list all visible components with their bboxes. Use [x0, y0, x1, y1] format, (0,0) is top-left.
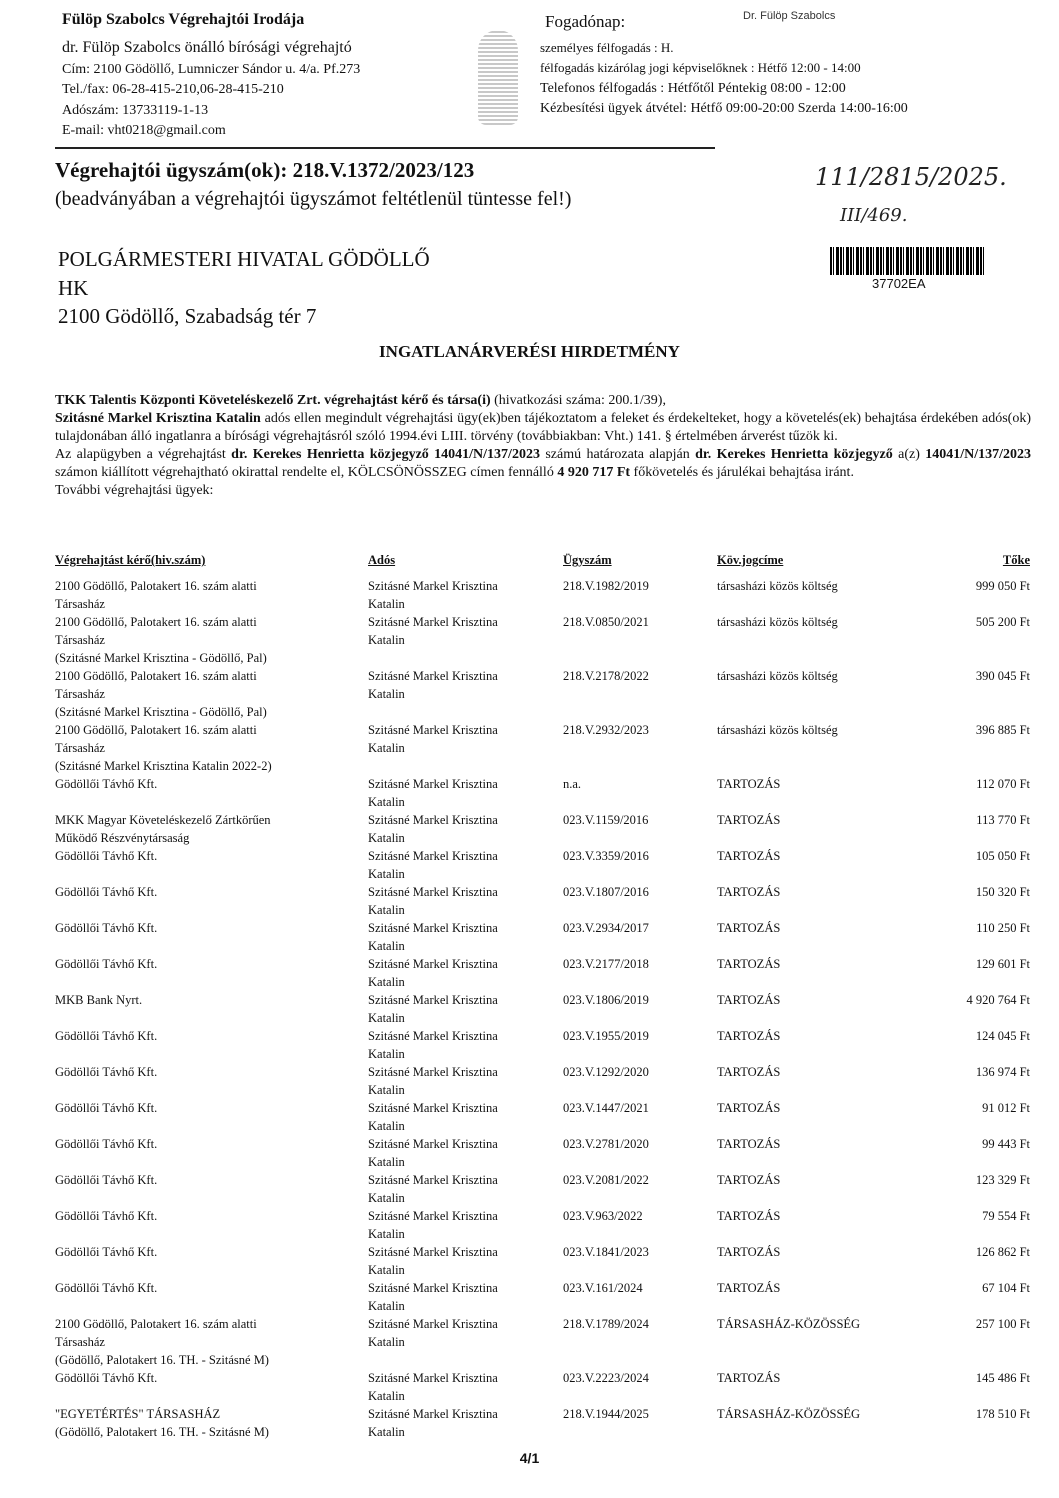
- cell-case-number: 023.V.2223/2024: [563, 1371, 649, 1385]
- paragraph-debtor: Szitásné Markel Krisztina Katalin adós ellen megindult végrehajtási ügy(ek)ben tájékoztatom a feleket és érdekelteket, hogy a követelés(ek) behajtása érdekében adós(ok) tulajdonában álló ingatlanra a bírósági végrehajtásról szóló 1994.évi LIII. törvény (továbbiakban: Vht.) 141. § értelmében árverést tűzök ki.: [55, 411, 1031, 444]
- table-row: [55, 1405, 1030, 1441]
- signature-stamp: Dr. Fülöp Szabolcs: [743, 10, 836, 22]
- cell-claim-title: TÁRSASHÁZ-KÖZÖSSÉG: [717, 1407, 861, 1421]
- barcode-icon: [830, 247, 985, 275]
- case-number: Végrehajtói ügyszám(ok): 218.V.1372/2023/123: [55, 158, 475, 182]
- recipient-address: 2100 Gödöllő, Szabadság tér 7: [58, 304, 317, 328]
- table-body: [55, 577, 1030, 1441]
- debtor-line: Szitásné Markel Krisztina: [368, 1101, 498, 1115]
- office-tax-number: Adószám: 13733119-1-13: [62, 103, 209, 118]
- creditor-line: Működő Részvénytársaság: [55, 831, 190, 845]
- debtor-line: Szitásné Markel Krisztina: [368, 777, 498, 791]
- cell-case-number: 023.V.963/2022: [563, 1209, 643, 1223]
- table-row: [55, 577, 1030, 613]
- office-hours-delivery: Kézbesítési ügyek átvétel: Hétfő 09:00-20:00 Szerda 14:00-16:00: [540, 101, 908, 116]
- cell-debtor: [368, 883, 563, 919]
- cell-claim-title: TARTOZÁS: [717, 1245, 781, 1259]
- debtor-line: Katalin: [368, 867, 405, 881]
- table-row: [55, 1063, 1030, 1099]
- creditor-line: Társasház: [55, 741, 105, 755]
- debtor-line: Katalin: [368, 831, 405, 845]
- cell-debtor: [368, 1063, 563, 1099]
- cell-claim-title: társasházi közös költség: [717, 723, 838, 737]
- table-row: [55, 1099, 1030, 1135]
- office-hours-title: Fogadónap:: [545, 12, 626, 31]
- cell-principal: 4 920 764 Ft: [966, 993, 1030, 1007]
- cell-principal: 145 486 Ft: [975, 1371, 1030, 1385]
- cell-claim-title: TÁRSASHÁZ-KÖZÖSSÉG: [717, 1317, 861, 1331]
- cell-creditor: [55, 811, 368, 847]
- bailiff-name: dr. Fülöp Szabolcs önálló bírósági végrehajtó: [62, 39, 352, 56]
- table-row: [55, 1279, 1030, 1315]
- cell-claim-title: társasházi közös költség: [717, 579, 838, 593]
- cell-claim-title: TARTOZÁS: [717, 1209, 781, 1223]
- cell-principal: 113 770 Ft: [976, 813, 1030, 827]
- debtor-line: Katalin: [368, 1227, 405, 1241]
- page-number: 4/1: [519, 1450, 540, 1466]
- office-hours-personal: személyes félfogadás : H.: [540, 40, 674, 55]
- cell-case-number: 023.V.1841/2023: [563, 1245, 649, 1259]
- header-divider: [55, 147, 715, 149]
- cell-claim-title: TARTOZÁS: [717, 1029, 781, 1043]
- debtor-line: Katalin: [368, 795, 405, 809]
- creditor-line: Gödöllői Távhő Kft.: [55, 1065, 158, 1079]
- cell-case-number: 023.V.1806/2019: [563, 993, 649, 1007]
- cell-claim-title: TARTOZÁS: [717, 849, 781, 863]
- cell-claim-title: TARTOZÁS: [717, 1065, 781, 1079]
- cell-creditor: [55, 883, 368, 919]
- debtor-line: Katalin: [368, 1425, 405, 1439]
- cell-principal: 178 510 Ft: [975, 1407, 1030, 1421]
- cell-creditor: [55, 1171, 368, 1207]
- creditor-line: Gödöllői Távhő Kft.: [55, 1101, 158, 1115]
- cell-case-number: 023.V.1447/2021: [563, 1101, 649, 1115]
- debtor-line: Szitásné Markel Krisztina: [368, 1173, 498, 1187]
- table-header: [55, 553, 1030, 577]
- creditor-line: Gödöllői Távhő Kft.: [55, 1245, 158, 1259]
- debtor-line: Szitásné Markel Krisztina: [368, 723, 498, 737]
- debtor-line: Katalin: [368, 1047, 405, 1061]
- debtor-line: Katalin: [368, 975, 405, 989]
- table-row: [55, 1243, 1030, 1279]
- debtor-line: Katalin: [368, 1191, 405, 1205]
- cell-principal: 129 601 Ft: [975, 957, 1030, 971]
- creditor-line: Gödöllői Távhő Kft.: [55, 849, 158, 863]
- cell-principal: 999 050 Ft: [975, 579, 1030, 593]
- creditor-line: Társasház: [55, 633, 105, 647]
- creditor-line: Gödöllői Távhő Kft.: [55, 1173, 158, 1187]
- debtor-line: Katalin: [368, 687, 405, 701]
- cell-creditor: [55, 721, 368, 775]
- debtor-line: Szitásné Markel Krisztina: [368, 1029, 498, 1043]
- cell-creditor: [55, 613, 368, 667]
- creditor-line: 2100 Gödöllő, Palotakert 16. szám alatti: [55, 1317, 257, 1331]
- cell-debtor: [368, 919, 563, 955]
- cell-case-number: 218.V.1789/2024: [563, 1317, 649, 1331]
- creditor-line: 2100 Gödöllő, Palotakert 16. szám alatti: [55, 669, 257, 683]
- cell-case-number: 218.V.2932/2023: [563, 723, 649, 737]
- creditor-line: (Gödöllő, Palotakert 16. TH. - Szitásné M): [55, 1425, 269, 1439]
- cell-claim-title: TARTOZÁS: [717, 1101, 781, 1115]
- cell-claim-title: társasházi közös költség: [717, 669, 838, 683]
- creditor-line: 2100 Gödöllő, Palotakert 16. szám alatti: [55, 615, 257, 629]
- creditor-line: MKB Bank Nyrt.: [55, 993, 143, 1007]
- cell-principal: 91 012 Ft: [982, 1101, 1030, 1115]
- cell-creditor: [55, 1279, 368, 1315]
- table-row: [55, 613, 1030, 667]
- cell-claim-title: TARTOZÁS: [717, 885, 781, 899]
- paragraph-creditor: TKK Talentis Központi Követeléskezelő Zrt. végrehajtást kérő és társa(i) (hivatkozási száma: 200.1/39),: [55, 393, 666, 408]
- cell-creditor: [55, 1099, 368, 1135]
- recipient-unit: HK: [58, 276, 89, 300]
- debtor-line: Katalin: [368, 597, 405, 611]
- cell-claim-title: TARTOZÁS: [717, 813, 781, 827]
- creditor-line: Társasház: [55, 687, 105, 701]
- cell-claim-title: TARTOZÁS: [717, 1371, 781, 1385]
- debtor-line: Katalin: [368, 1389, 405, 1403]
- header-creditor: Végrehajtást kérő(hiv.szám): [55, 553, 206, 567]
- debtor-line: Katalin: [368, 1083, 405, 1097]
- cell-debtor: [368, 613, 563, 667]
- debtor-line: Szitásné Markel Krisztina: [368, 885, 498, 899]
- debtor-line: Szitásné Markel Krisztina: [368, 1407, 498, 1421]
- office-phone: Tel./fax: 06-28-415-210,06-28-415-210: [62, 82, 284, 97]
- creditor-line: Társasház: [55, 597, 105, 611]
- creditor-line: (Szitásné Markel Krisztina - Gödöllő, Pal): [55, 651, 267, 665]
- cell-case-number: 023.V.1807/2016: [563, 885, 649, 899]
- creditor-line: 2100 Gödöllő, Palotakert 16. szám alatti: [55, 579, 257, 593]
- table-row: [55, 955, 1030, 991]
- cell-debtor: [368, 721, 563, 775]
- creditor-line: "EGYETÉRTÉS" TÁRSASHÁZ: [55, 1407, 221, 1421]
- cell-debtor: [368, 811, 563, 847]
- debtor-line: Katalin: [368, 1335, 405, 1349]
- cell-debtor: [368, 847, 563, 883]
- paragraph-other-cases: További végrehajtási ügyek:: [55, 483, 214, 498]
- cell-principal: 136 974 Ft: [975, 1065, 1030, 1079]
- cell-claim-title: TARTOZÁS: [717, 957, 781, 971]
- cell-principal: 99 443 Ft: [982, 1137, 1030, 1151]
- table-row: [55, 1027, 1030, 1063]
- debtor-line: Katalin: [368, 741, 405, 755]
- cell-principal: 124 045 Ft: [975, 1029, 1030, 1043]
- creditor-line: Gödöllői Távhő Kft.: [55, 1281, 158, 1295]
- debtor-line: Szitásné Markel Krisztina: [368, 1137, 498, 1151]
- handwritten-registration: 111/2815/2025.: [815, 163, 1007, 191]
- debtor-line: Szitásné Markel Krisztina: [368, 579, 498, 593]
- table-row: [55, 1369, 1030, 1405]
- cell-principal: 126 862 Ft: [975, 1245, 1030, 1259]
- table-row: [55, 1171, 1030, 1207]
- header-claim-title: Köv.jogcíme: [717, 553, 784, 567]
- cell-case-number: 218.V.2178/2022: [563, 669, 649, 683]
- creditor-line: Gödöllői Távhő Kft.: [55, 885, 158, 899]
- creditor-line: Gödöllői Távhő Kft.: [55, 921, 158, 935]
- cell-debtor: [368, 1369, 563, 1405]
- cell-debtor: [368, 1315, 563, 1369]
- debtor-line: Szitásné Markel Krisztina: [368, 615, 498, 629]
- debtor-line: Szitásné Markel Krisztina: [368, 993, 498, 1007]
- cell-claim-title: TARTOZÁS: [717, 1173, 781, 1187]
- table-row: [55, 811, 1030, 847]
- cell-creditor: [55, 1243, 368, 1279]
- creditor-line: Gödöllői Távhő Kft.: [55, 1137, 158, 1151]
- debtor-line: Szitásné Markel Krisztina: [368, 1209, 498, 1223]
- office-email: E-mail: vht0218@gmail.com: [62, 123, 226, 138]
- cell-case-number: 023.V.2934/2017: [563, 921, 649, 935]
- creditor-line: Gödöllői Távhő Kft.: [55, 957, 158, 971]
- creditor-line: Gödöllői Távhő Kft.: [55, 1371, 158, 1385]
- cell-principal: 67 104 Ft: [982, 1281, 1030, 1295]
- cell-principal: 257 100 Ft: [975, 1317, 1030, 1331]
- cell-debtor: [368, 955, 563, 991]
- cell-principal: 390 045 Ft: [975, 669, 1030, 683]
- cell-case-number: 023.V.2177/2018: [563, 957, 649, 971]
- cell-debtor: [368, 1171, 563, 1207]
- header-case-number: Ügyszám: [563, 553, 612, 567]
- debtor-line: Szitásné Markel Krisztina: [368, 669, 498, 683]
- cell-principal: 110 250 Ft: [976, 921, 1030, 935]
- debtor-line: Katalin: [368, 939, 405, 953]
- cell-principal: 123 329 Ft: [975, 1173, 1030, 1187]
- table-row: [55, 1207, 1030, 1243]
- cell-debtor: [368, 667, 563, 721]
- table-row: [55, 1315, 1030, 1369]
- cell-debtor: [368, 1027, 563, 1063]
- office-hours-legal: félfogadás kizárólag jogi képviselőknek : Hétfő 12:00 - 14:00: [540, 60, 861, 75]
- table-row: [55, 721, 1030, 775]
- cell-case-number: 023.V.1159/2016: [563, 813, 649, 827]
- cell-creditor: [55, 1027, 368, 1063]
- table-row: [55, 883, 1030, 919]
- cell-case-number: n.a.: [563, 777, 582, 791]
- cell-creditor: [55, 1207, 368, 1243]
- cell-principal: 79 554 Ft: [982, 1209, 1030, 1223]
- header-principal: Tőke: [1002, 553, 1030, 567]
- recipient-name: POLGÁRMESTERI HIVATAL GÖDÖLLŐ: [58, 247, 430, 271]
- barcode-label: 37702EA: [872, 276, 926, 291]
- cell-debtor: [368, 577, 563, 613]
- cell-case-number: 023.V.2081/2022: [563, 1173, 649, 1187]
- debtor-line: Katalin: [368, 1263, 405, 1277]
- cell-case-number: 023.V.2781/2020: [563, 1137, 649, 1151]
- cell-debtor: [368, 1405, 563, 1441]
- cell-creditor: [55, 577, 368, 613]
- cell-principal: 105 050 Ft: [975, 849, 1030, 863]
- cell-principal: 505 200 Ft: [975, 615, 1030, 629]
- cell-creditor: [55, 1063, 368, 1099]
- cell-claim-title: TARTOZÁS: [717, 1281, 781, 1295]
- creditor-line: Társasház: [55, 1335, 105, 1349]
- header-debtor: Adós: [368, 553, 396, 567]
- office-address: Cím: 2100 Gödöllő, Lumniczer Sándor u. 4/a. Pf.273: [62, 62, 361, 77]
- document-title: INGATLANÁRVERÉSI HIRDETMÉNY: [379, 342, 680, 361]
- debtor-line: Katalin: [368, 903, 405, 917]
- debtor-line: Szitásné Markel Krisztina: [368, 1281, 498, 1295]
- table-row: [55, 775, 1030, 811]
- cell-debtor: [368, 991, 563, 1027]
- other-cases-table: [55, 553, 1030, 1441]
- cell-claim-title: TARTOZÁS: [717, 993, 781, 1007]
- cell-debtor: [368, 1243, 563, 1279]
- cell-claim-title: TARTOZÁS: [717, 921, 781, 935]
- cell-debtor: [368, 1279, 563, 1315]
- office-name: Fülöp Szabolcs Végrehajtói Irodája: [62, 11, 305, 28]
- cell-debtor: [368, 1135, 563, 1171]
- debtor-line: Katalin: [368, 1011, 405, 1025]
- debtor-line: Szitásné Markel Krisztina: [368, 1065, 498, 1079]
- creditor-line: (Szitásné Markel Krisztina Katalin 2022-2): [55, 759, 272, 773]
- debtor-line: Katalin: [368, 633, 405, 647]
- debtor-line: Katalin: [368, 1155, 405, 1169]
- cell-case-number: 218.V.0850/2021: [563, 615, 649, 629]
- debtor-line: Katalin: [368, 1119, 405, 1133]
- cell-debtor: [368, 1099, 563, 1135]
- table-row: [55, 667, 1030, 721]
- cell-creditor: [55, 667, 368, 721]
- debtor-line: Szitásné Markel Krisztina: [368, 921, 498, 935]
- cell-case-number: 023.V.1955/2019: [563, 1029, 649, 1043]
- creditor-line: Gödöllői Távhő Kft.: [55, 1029, 158, 1043]
- cell-claim-title: TARTOZÁS: [717, 777, 781, 791]
- table-row: [55, 919, 1030, 955]
- creditor-line: MKK Magyar Követeléskezelő Zártkörűen: [55, 813, 271, 827]
- cell-creditor: [55, 991, 368, 1027]
- cell-principal: 150 320 Ft: [975, 885, 1030, 899]
- cell-claim-title: TARTOZÁS: [717, 1137, 781, 1151]
- creditor-line: (Szitásné Markel Krisztina - Gödöllő, Pal): [55, 705, 267, 719]
- cell-claim-title: társasházi közös költség: [717, 615, 838, 629]
- cell-principal: 112 070 Ft: [976, 777, 1030, 791]
- creditor-line: Gödöllői Távhő Kft.: [55, 777, 158, 791]
- cell-creditor: [55, 1405, 368, 1441]
- cell-creditor: [55, 1315, 368, 1369]
- cell-creditor: [55, 1135, 368, 1171]
- coat-of-arms-icon: [478, 30, 518, 125]
- case-number-note: (beadványában a végrehajtói ügyszámot feltétlenül tüntesse fel!): [55, 188, 572, 210]
- cell-case-number: 023.V.161/2024: [563, 1281, 643, 1295]
- cell-case-number: 023.V.1292/2020: [563, 1065, 649, 1079]
- creditor-line: 2100 Gödöllő, Palotakert 16. szám alatti: [55, 723, 257, 737]
- body-text: [55, 392, 1031, 500]
- paragraph-basis: Az alapügyben a végrehajtást dr. Kerekes Henrietta közjegyző 14041/N/137/2023 számú határozata alapján dr. Kerekes Henrietta közjegyző a(z) 14041/N/137/2023 számon kiállított végrehajtható okirattal rendelte el, KÖLCSÖNÖSSZEG címen fennálló 4 920 717 Ft főkövetelés és járulékai behajtása iránt.: [55, 447, 1032, 480]
- cell-debtor: [368, 1207, 563, 1243]
- debtor-line: Katalin: [368, 1299, 405, 1313]
- cell-creditor: [55, 847, 368, 883]
- office-hours-phone: Telefonos félfogadás : Hétfőtől Péntekig 08:00 - 12:00: [540, 81, 846, 96]
- cell-creditor: [55, 955, 368, 991]
- cell-debtor: [368, 775, 563, 811]
- debtor-line: Szitásné Markel Krisztina: [368, 849, 498, 863]
- handwritten-reference: III/469.: [840, 205, 908, 226]
- debtor-line: Szitásné Markel Krisztina: [368, 1371, 498, 1385]
- debtor-line: Szitásné Markel Krisztina: [368, 813, 498, 827]
- debtor-line: Szitásné Markel Krisztina: [368, 1245, 498, 1259]
- cell-principal: 396 885 Ft: [975, 723, 1030, 737]
- cell-case-number: 023.V.3359/2016: [563, 849, 649, 863]
- cell-creditor: [55, 919, 368, 955]
- debtor-line: Szitásné Markel Krisztina: [368, 957, 498, 971]
- cell-creditor: [55, 1369, 368, 1405]
- cell-case-number: 218.V.1944/2025: [563, 1407, 649, 1421]
- debtor-line: Szitásné Markel Krisztina: [368, 1317, 498, 1331]
- creditor-line: (Gödöllő, Palotakert 16. TH. - Szitásné M): [55, 1353, 269, 1367]
- table-row: [55, 991, 1030, 1027]
- table-row: [55, 1135, 1030, 1171]
- creditor-line: Gödöllői Távhő Kft.: [55, 1209, 158, 1223]
- cell-creditor: [55, 775, 368, 811]
- cell-case-number: 218.V.1982/2019: [563, 579, 649, 593]
- table-row: [55, 847, 1030, 883]
